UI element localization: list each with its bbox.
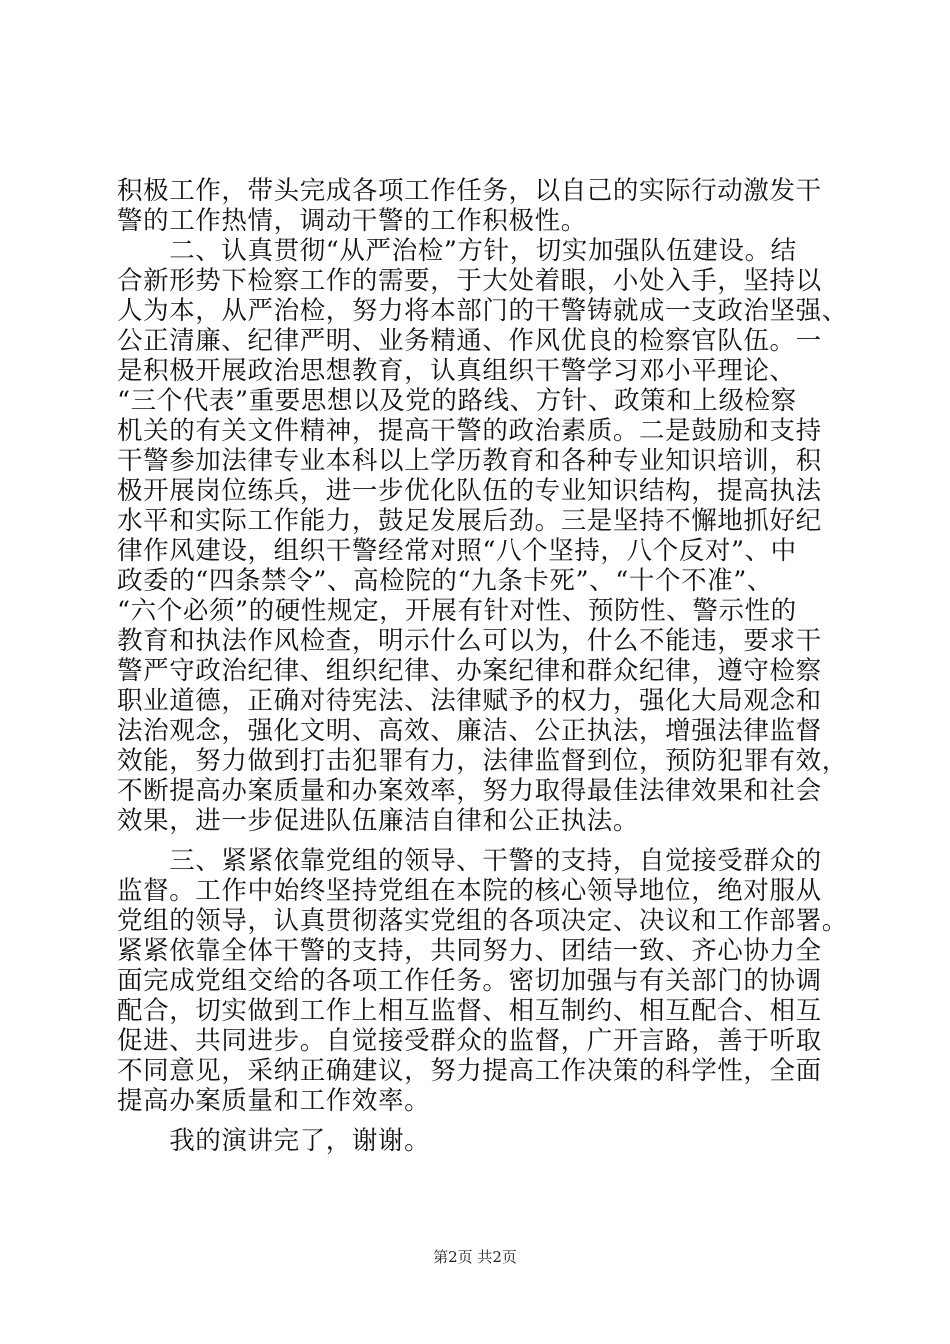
text-line: 极开展岗位练兵，进一步优化队伍的专业知识结构，提高执法	[117, 476, 822, 506]
text-line: 警的工作热情，调动干警的工作积极性。	[117, 206, 587, 236]
text-line: 三、紧紧依靠党组的领导、干警的支持，自觉接受群众的	[117, 846, 822, 876]
text-line: 职业道德，正确对待宪法、法律赋予的权力，强化大局观念和	[117, 686, 822, 716]
text-line: 不同意见，采纳正确建议，努力提高工作决策的科学性，全面	[117, 1056, 822, 1086]
text-line: 警严守政治纪律、组织纪律、办案纪律和群众纪律，遵守检察	[117, 656, 822, 686]
text-line: 机关的有关文件精神，提高干警的政治素质。二是鼓励和支持	[117, 416, 822, 446]
text-line: 法治观念，强化文明、高效、廉洁、公正执法，增强法律监督	[117, 716, 822, 746]
text-line: 党组的领导，认真贯彻落实党组的各项决定、决议和工作部署。	[117, 906, 848, 936]
text-line: 效果，进一步促进队伍廉洁自律和公正执法。	[117, 806, 640, 836]
text-line: 律作风建设，组织干警经常对照“八个坚持，八个反对”、中	[117, 536, 797, 566]
text-line: 紧紧依靠全体干警的支持，共同努力、团结一致、齐心协力全	[117, 936, 822, 966]
text-line: 合新形势下检察工作的需要，于大处着眼，小处入手，坚持以	[117, 266, 822, 296]
text-line: 干警参加法律专业本科以上学历教育和各种专业知识培训，积	[117, 446, 822, 476]
text-line: 二、认真贯彻“从严治检”方针，切实加强队伍建设。结	[117, 236, 797, 266]
text-line: “六个必须”的硬性规定，开展有针对性、预防性、警示性的	[117, 596, 797, 626]
text-line: 促进、共同进步。自觉接受群众的监督，广开言路，善于听取	[117, 1026, 822, 1056]
text-line: 政委的“四条禁令”、高检院的“九条卡死”、“十个不准”、	[117, 566, 774, 596]
text-line: 积极工作，带头完成各项工作任务，以自己的实际行动激发干	[117, 176, 822, 206]
text-line: 我的演讲完了，谢谢。	[117, 1126, 431, 1156]
text-line: 水平和实际工作能力，鼓足发展后劲。三是坚持不懈地抓好纪	[117, 506, 822, 536]
text-line: 不断提高办案质量和办案效率，努力取得最佳法律效果和社会	[117, 776, 822, 806]
text-line: 是积极开展政治思想教育，认真组织干警学习邓小平理论、	[117, 356, 796, 386]
text-line: 配合，切实做到工作上相互监督、相互制约、相互配合、相互	[117, 996, 822, 1026]
text-line: 面完成党组交给的各项工作任务。密切加强与有关部门的协调	[117, 966, 822, 996]
text-line: 提高办案质量和工作效率。	[117, 1086, 431, 1116]
text-line: “三个代表”重要思想以及党的路线、方针、政策和上级检察	[117, 386, 797, 416]
text-line: 监督。工作中始终坚持党组在本院的核心领导地位，绝对服从	[117, 876, 822, 906]
text-line: 教育和执法作风检查，明示什么可以为，什么不能违，要求干	[117, 626, 822, 656]
text-line: 公正清廉、纪律严明、业务精通、作风优良的检察官队伍。一	[117, 326, 822, 356]
page-footer: 第2页 共2页	[433, 1248, 517, 1266]
text-line: 效能，努力做到打击犯罪有力，法律监督到位，预防犯罪有效，	[117, 746, 848, 776]
text-line: 人为本，从严治检，努力将本部门的干警铸就成一支政治坚强、	[117, 296, 848, 326]
